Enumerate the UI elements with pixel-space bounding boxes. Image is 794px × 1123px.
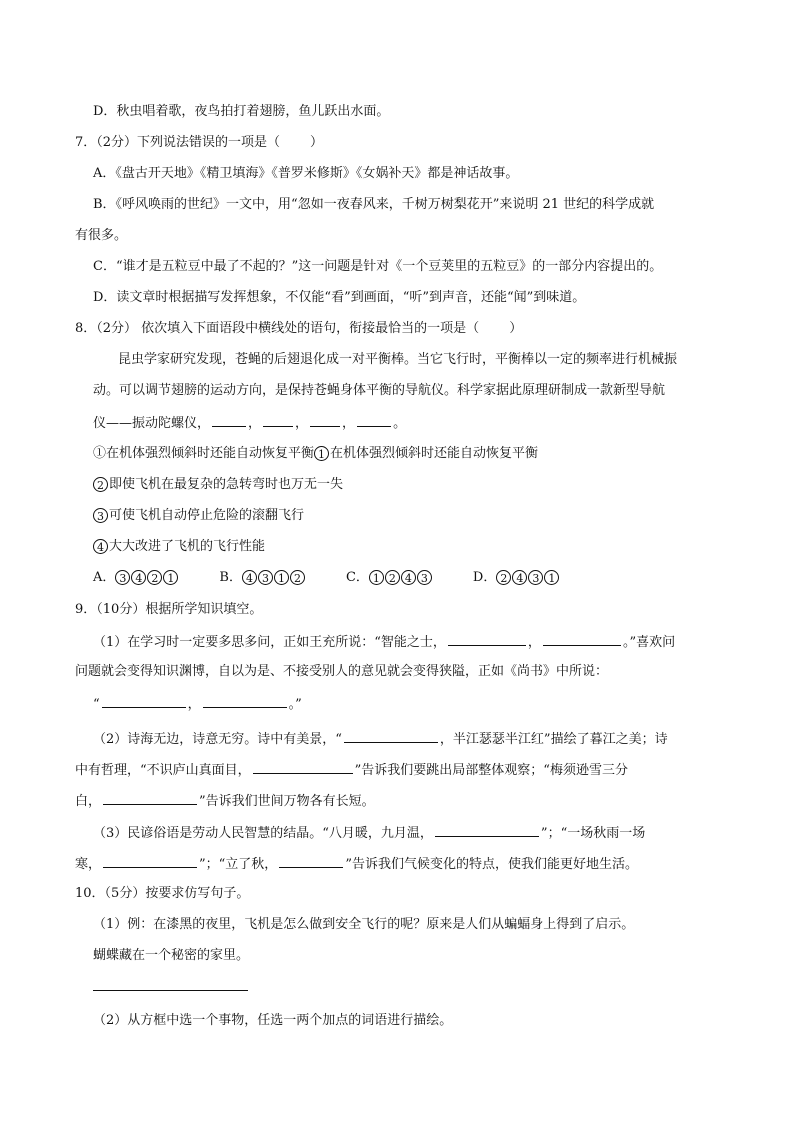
q9-part1-line1: （1）在学习时一定要多思多问，正如王充所说：“智能之士， ， 。”喜欢问 bbox=[93, 632, 675, 652]
q8-stem: 8．（2分） 依次填入下面语段中横线处的语句，衔接最恰当的一项是（ ） bbox=[75, 321, 523, 336]
q6-option-d: D．秋虫唱着歌，夜鸟拍打着翅膀，鱼儿跃出水面。 bbox=[93, 104, 390, 119]
q7-option-c: C．“谁才是五粒豆中最了不起的？”这一问题是针对《一个豆荚里的五粒豆》的一部分内容提出的。 bbox=[93, 259, 663, 274]
q7-option-b-line2: 有很多。 bbox=[75, 228, 128, 243]
q7-option-a: A．《盘古开天地》《精卫填海》《普罗米修斯》《女娲补天》都是神话故事。 bbox=[93, 166, 519, 181]
q10-part1-prompt: 蝴蝶藏在一个秘密的家里。 bbox=[93, 948, 250, 963]
q9-part2-line1: （2）诗海无边，诗意无穷。诗中有美景，“ ，半江瑟瑟半江红”描绘了暮江之美；诗 bbox=[93, 729, 668, 749]
blank[interactable] bbox=[102, 694, 186, 708]
q7-option-d: D．读文章时根据描写发挥想象，不仅能“看”到画面，“听”到声音，还能“闻”到味道。 bbox=[93, 290, 586, 305]
q9-part3-line1: （3）民谚俗语是劳动人民智慧的结晶。“八月暖，九月温， ”；“一场秋雨一场 bbox=[93, 823, 645, 843]
q8-sentence-4: 4 大大改进了飞机的飞行性能 bbox=[93, 538, 265, 556]
q10-part2: （2）从方框中选一个事物，任选一两个加点的词语进行描绘。 bbox=[93, 1013, 453, 1028]
q7-stem: 7．（2分）下列说法错误的一项是（ ） bbox=[75, 135, 324, 150]
q8-sentence-1: ①在机体强烈倾斜时还能自动恢复平衡 1 在机体强烈倾斜时还能自动恢复平衡 bbox=[93, 446, 539, 461]
q8-choice-b[interactable]: B． 4 3 1 2 bbox=[219, 570, 306, 585]
blank[interactable] bbox=[263, 413, 293, 427]
blank[interactable] bbox=[103, 854, 197, 868]
blank[interactable] bbox=[448, 632, 526, 646]
q9-part1-line2: 问题就会变得知识渊博，自以为是、不接受别人的意见就会变得狭隘，正如《尚书》中所说： bbox=[75, 664, 609, 679]
q8-choice-d[interactable]: D． 2 4 3 1 bbox=[473, 570, 560, 585]
blank[interactable] bbox=[212, 413, 246, 427]
blank[interactable] bbox=[357, 413, 391, 427]
blank[interactable] bbox=[279, 854, 343, 868]
q9-stem: 9．（10分）根据所学知识填空。 bbox=[75, 602, 263, 617]
q8-sentence-2: 2 即使飞机在最复杂的急转弯时也万无一失 bbox=[93, 476, 343, 494]
q9-part3-line2: 寒， ”；“立了秋， ”告诉我们气候变化的特点，使我们能更好地生活。 bbox=[75, 854, 638, 874]
blank[interactable] bbox=[203, 694, 287, 708]
q7-option-b-line1: B．《呼风唤雨的世纪》一文中，用“忽如一夜春风来，千树万树梨花开”来说明 21 世纪的科学成就 bbox=[93, 197, 655, 212]
blank[interactable] bbox=[543, 632, 621, 646]
q8-choice-c[interactable]: C． 1 2 4 3 bbox=[346, 570, 433, 585]
q8-passage-line1: 昆虫学家研究发现，苍蝇的后翅退化成一对平衡棒。当它飞行时，平衡棒以一定的频率进行机械振 bbox=[118, 352, 678, 367]
blank[interactable] bbox=[253, 760, 353, 774]
q8-answer-choices bbox=[93, 569, 560, 587]
q8-passage-line2: 动。可以调节翅膀的运动方向，是保持苍蝇身体平衡的导航仪。科学家据此原理研制成一款新型导航 bbox=[93, 383, 666, 398]
q10-part1-example: （1）例：在漆黑的夜里，飞机是怎么做到安全飞行的呢？原来是人们从蝙蝠身上得到了启示。 bbox=[93, 917, 635, 932]
q9-part2-line2: 中有哲理，“不识庐山真面目， ”告诉我们要跳出局部整体观察；“梅须逊雪三分 bbox=[75, 760, 628, 780]
q8-sentence-3: 3 可使飞机自动停止危险的滚翻飞行 bbox=[93, 507, 304, 525]
blank[interactable] bbox=[310, 413, 340, 427]
blank[interactable] bbox=[435, 823, 539, 837]
q9-part1-line3: “ ， 。” bbox=[93, 694, 302, 714]
blank[interactable] bbox=[103, 791, 197, 805]
q9-part2-line3: 白， ”告诉我们世间万物各有长短。 bbox=[75, 791, 375, 811]
blank[interactable] bbox=[344, 729, 438, 743]
q10-answer-line[interactable] bbox=[93, 990, 248, 991]
q8-choice-a[interactable]: A． 3 4 2 1 bbox=[93, 570, 179, 585]
q8-passage-line3: 仪——振动陀螺仪， ， ， ， 。 bbox=[93, 413, 406, 433]
q10-stem: 10．（5分）按要求仿写句子。 bbox=[75, 886, 250, 901]
